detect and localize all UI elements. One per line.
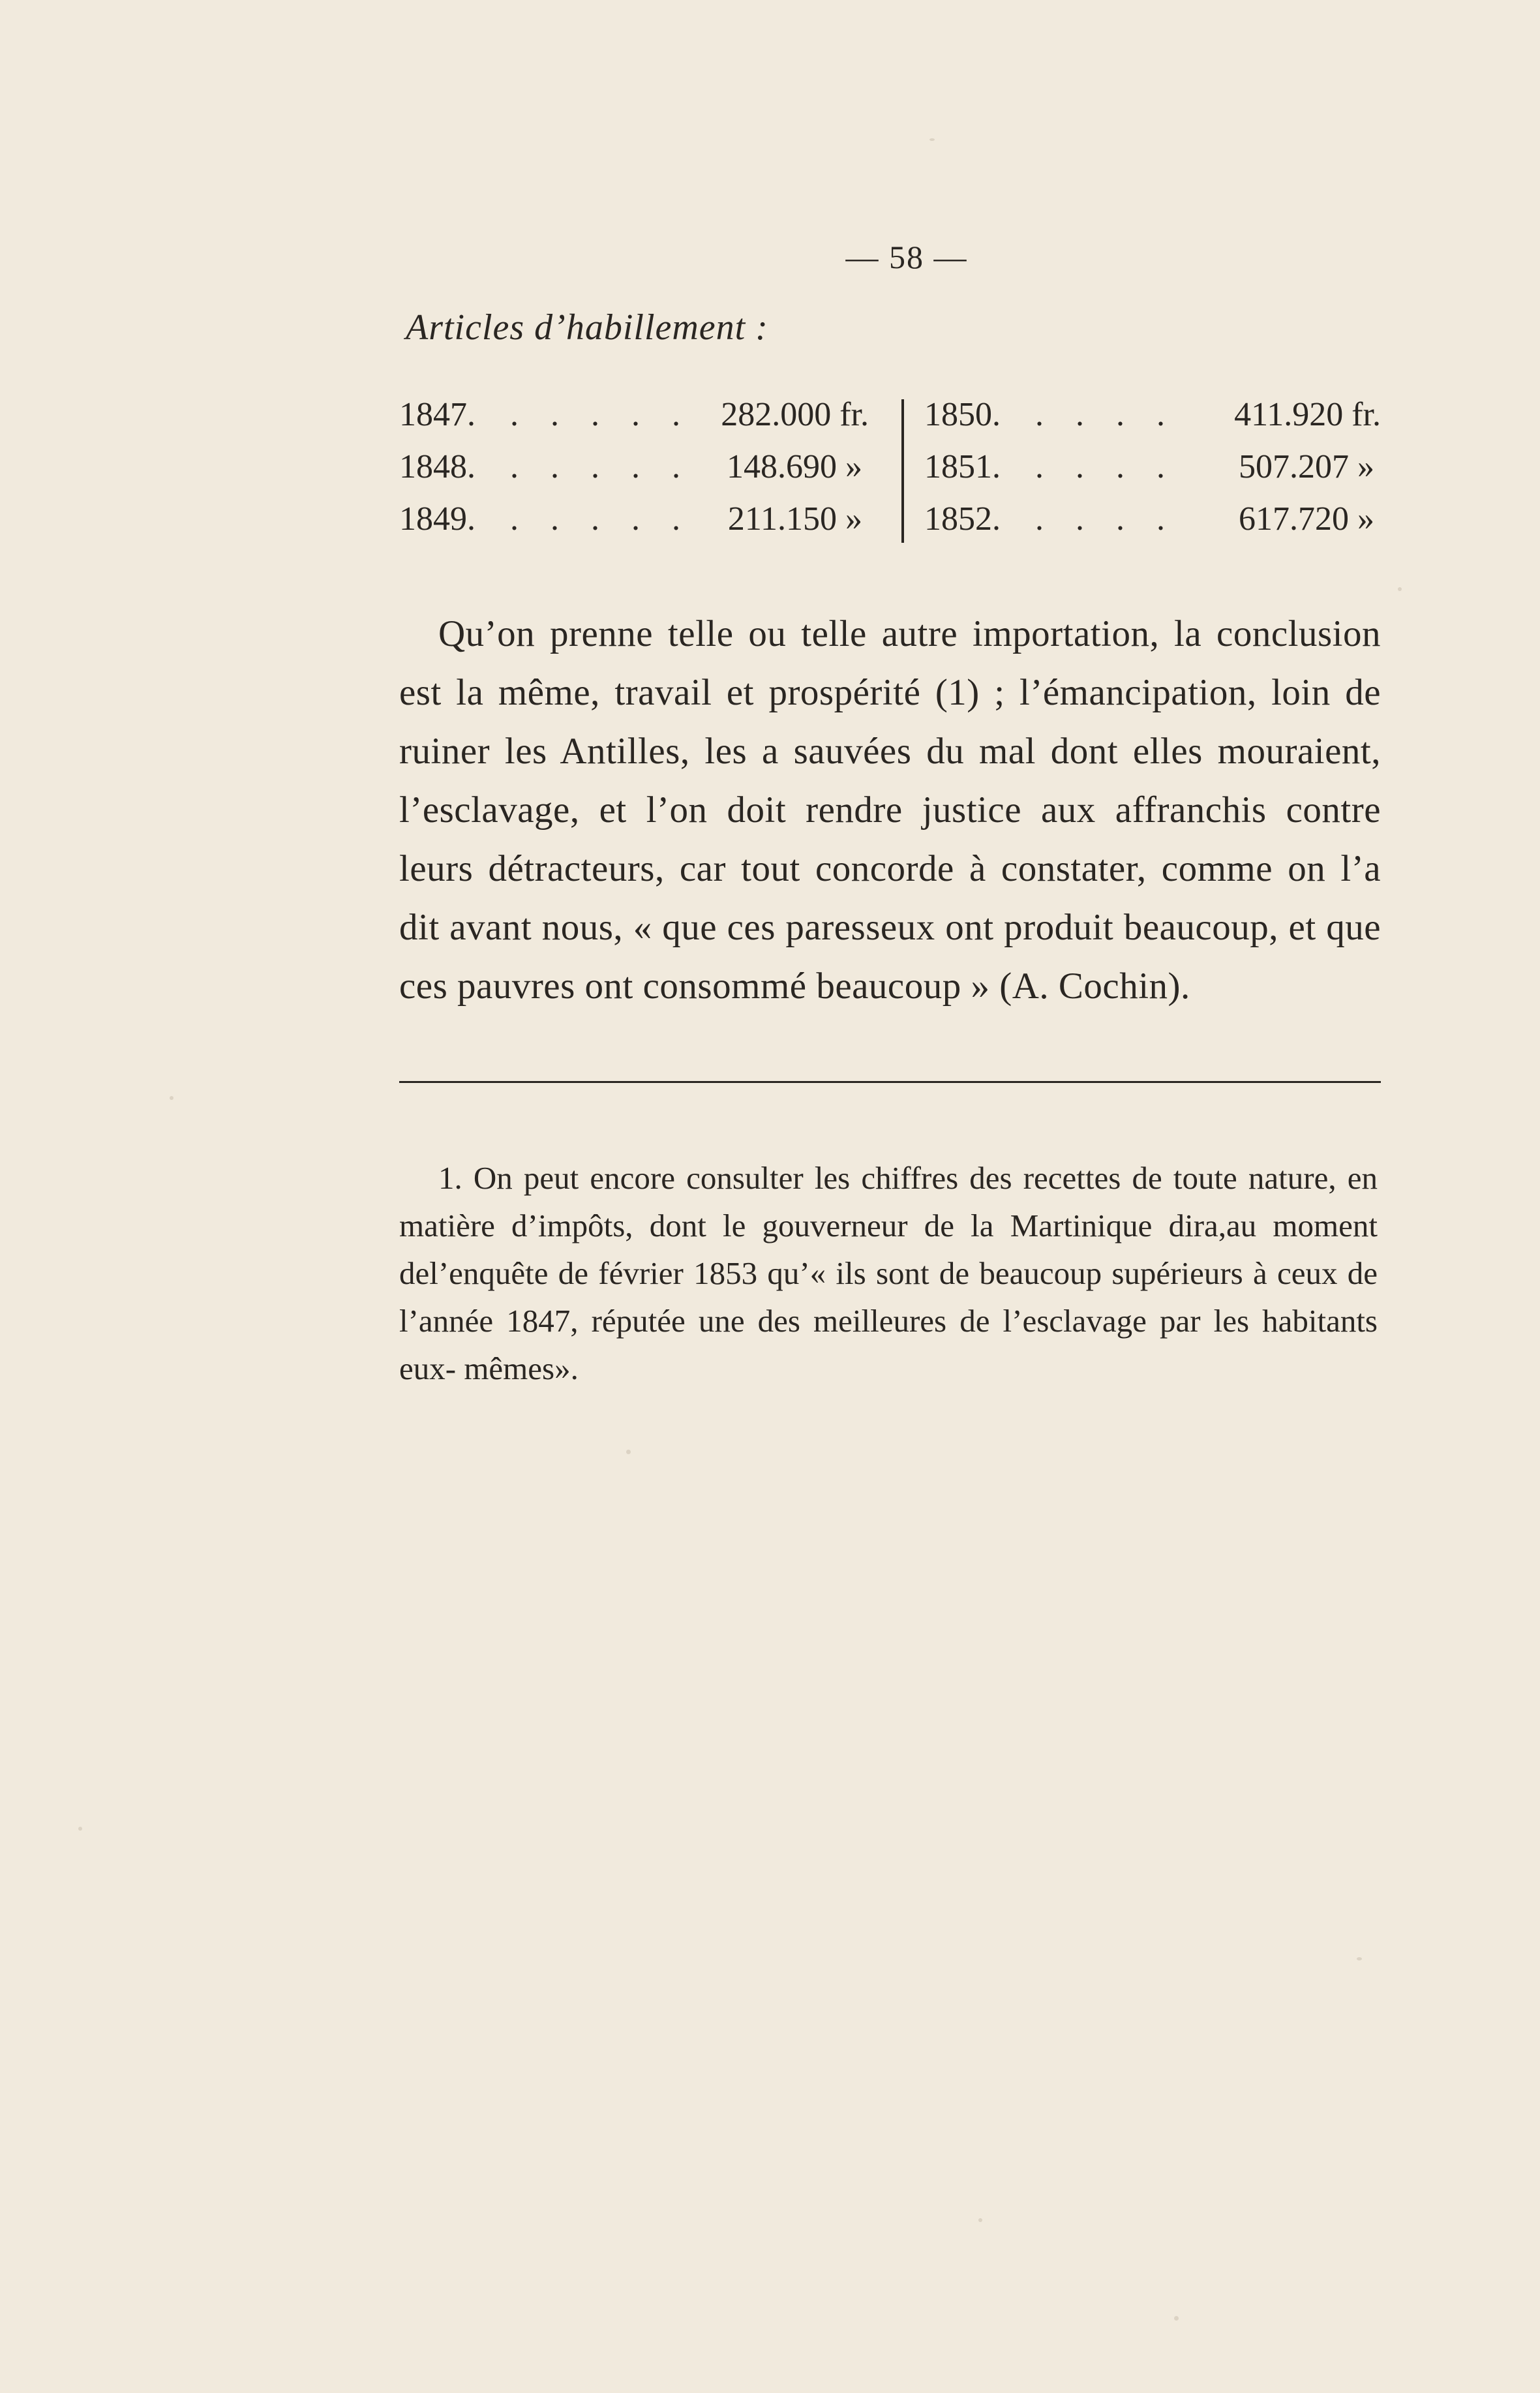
table-row — [399, 491, 869, 548]
table-column-divider — [901, 399, 904, 543]
paper-speck — [1357, 1957, 1362, 1960]
paper-speck — [929, 138, 935, 141]
footnote: 1. On peut encore consulter les chiffres des recettes de toute nature, en matière d’impôts, dont le gouverneur de la Martinique dira,au moment del’enquête de février 1853 qu’« ils sont de beaucoup supérieurs à ceux de l’année 1847, réputée une des meilleures de l’esclavage par les habitants eux- mêmes». — [399, 1160, 1378, 1386]
row-leader-dots: . . . . . — [510, 500, 692, 538]
table-row — [399, 438, 869, 496]
row-leader-dots: . . . . — [1035, 396, 1177, 433]
row-year: 1851. — [924, 448, 1001, 485]
row-year: 1847. — [399, 396, 476, 433]
row-leader-dots: . . . . — [1035, 500, 1177, 538]
row-value: 211.150 » — [727, 500, 862, 538]
row-value: 148.690 » — [727, 448, 862, 485]
data-table — [399, 386, 1381, 543]
row-value: 507.207 » — [1239, 448, 1374, 485]
section-heading: Articles d’habillement : — [406, 307, 768, 348]
table-row — [924, 491, 1381, 548]
row-year: 1852. — [924, 500, 1001, 538]
row-value: 617.720 » — [1239, 500, 1374, 538]
table-row — [924, 438, 1381, 496]
row-leader-dots: . . . . — [1035, 448, 1177, 485]
table-row — [924, 386, 1381, 444]
paper-speck — [170, 1096, 174, 1100]
footnote-divider — [399, 1081, 1381, 1083]
table-row — [399, 386, 869, 444]
paper-speck — [978, 2218, 982, 2222]
row-leader-dots: . . . . . — [510, 396, 692, 433]
row-year: 1849. — [399, 500, 476, 538]
row-year: 1848. — [399, 448, 476, 485]
paper-speck — [626, 1450, 631, 1454]
row-year: 1850. — [924, 396, 1001, 433]
page-number: — 58 — — [845, 239, 968, 275]
row-value: 282.000 fr. — [721, 396, 869, 433]
paper-speck — [78, 1827, 82, 1831]
row-value: 411.920 fr. — [1234, 396, 1381, 433]
paper-speck — [1398, 587, 1402, 591]
row-leader-dots: . . . . . — [510, 448, 692, 485]
body-paragraph: Qu’on prenne telle ou telle autre importation, la conclusion est la même, travail et prospérité (1) ; l’émancipation, loin de ruiner les Antilles, les a sauvées du mal dont elles mouraient, l’esclavage, et l’on doit rendre justice aux affranchis contre leurs détracteurs, car tout concorde à constater, comme on l’a dit avant nous, « que ces paresseux ont produit beaucoup, et que ces pauvres ont consommé beaucoup » (A. Cochin). — [399, 613, 1381, 1007]
paper-speck — [1174, 2316, 1179, 2321]
